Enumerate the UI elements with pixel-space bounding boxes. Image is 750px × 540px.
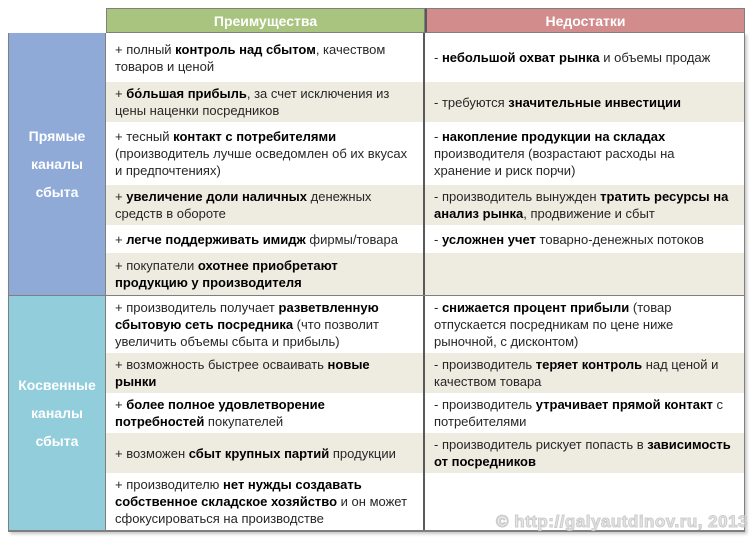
advantage-text: + производителю нет нужды создавать собственное складское хозяйство и он может сфокусироваться на производстве <box>115 477 408 526</box>
rows-indirect <box>106 296 744 530</box>
advantage-cell <box>106 185 425 225</box>
advantage-text: + тесный контакт с потребителями (производитель лучше осведомлен об их вкусах и предпочтениях) <box>115 129 408 178</box>
disadvantage-cell <box>425 82 744 122</box>
advantage-cell <box>106 33 425 82</box>
table-row <box>106 33 744 82</box>
advantage-text: + возможен сбыт крупных партий продукции <box>115 445 396 461</box>
row-header-indirect-channels: Косвенные каналы сбыта <box>9 296 106 530</box>
advantage-cell <box>106 353 425 393</box>
advantage-cell <box>106 393 425 433</box>
disadvantage-text: - производитель вынужден тратить ресурсы на анализ рынка, продвижение и сбыт <box>434 189 729 221</box>
advantage-cell <box>106 82 425 122</box>
column-header-disadvantages: Недостатки <box>425 8 745 33</box>
advantage-cell <box>106 122 425 185</box>
disadvantage-text: - производитель теряет контроль над ценой и качеством товара <box>434 357 719 389</box>
disadvantage-text: - производитель рискует попасть в зависимость от посредников <box>434 437 731 469</box>
disadvantage-text: - усложнен учет товарно-денежных потоков <box>434 231 704 247</box>
advantage-text: + более полное удовлетворение потребностей покупателей <box>115 397 325 429</box>
header-row <box>8 8 745 33</box>
table-row <box>106 353 744 393</box>
table-row <box>106 253 744 295</box>
advantage-text: + увеличение доли наличных денежных средств в обороте <box>115 189 372 221</box>
table-row <box>106 225 744 253</box>
advantage-cell <box>106 296 425 353</box>
advantage-cell <box>106 433 425 473</box>
disadvantage-cell <box>425 433 744 473</box>
disadvantage-text: - небольшой охват рынка и объемы продаж <box>434 50 711 65</box>
advantage-text: + легче поддерживать имидж фирмы/товара <box>115 231 398 247</box>
advantage-text: + бо́льшая прибыль, за счет исключения из цены наценки посредников <box>115 86 390 118</box>
disadvantage-cell <box>425 353 744 393</box>
table-row <box>106 185 744 225</box>
disadvantage-cell <box>425 185 744 225</box>
disadvantage-cell <box>425 253 744 295</box>
advantage-cell <box>106 225 425 253</box>
disadvantage-text: - требуются значительные инвестиции <box>434 94 681 110</box>
watermark: © http://galyautdinov.ru, 2013 <box>495 512 748 531</box>
table-row <box>106 296 744 353</box>
disadvantage-cell <box>425 296 744 353</box>
table-body <box>8 33 745 532</box>
section-indirect-channels <box>9 295 744 530</box>
disadvantage-text: - производитель утрачивает прямой контакт с потребителями <box>434 397 723 429</box>
table-row <box>106 82 744 122</box>
advantage-text: + покупатели охотнее приобретают продукцию у производителя <box>115 258 338 290</box>
disadvantage-cell <box>425 225 744 253</box>
table-row <box>106 433 744 473</box>
column-header-advantages: Преимущества <box>106 8 425 33</box>
disadvantage-text: - снижается процент прибыли (товар отпускается посредникам по цене ниже рыночной, с дисконтом) <box>434 300 674 349</box>
comparison-table <box>8 8 745 532</box>
advantage-cell <box>106 253 425 295</box>
disadvantage-cell <box>425 122 744 185</box>
advantage-cell <box>106 473 425 530</box>
disadvantage-cell <box>425 33 744 82</box>
advantage-text: + возможность быстрее осваивать новые рынки <box>115 357 370 389</box>
rows-direct <box>106 33 744 295</box>
table-row <box>106 122 744 185</box>
advantage-text: + производитель получает разветвленную сбытовую сеть посредника (что позволит увеличить объемы сбыта и прибыль) <box>115 300 380 349</box>
section-direct-channels <box>9 33 744 295</box>
table-row <box>106 393 744 433</box>
corner-cell <box>8 8 106 33</box>
disadvantage-cell <box>425 393 744 433</box>
advantage-text: + полный контроль над сбытом, качеством товаров и ценой <box>115 41 386 74</box>
disadvantage-text: - накопление продукции на складах производителя (возрастают расходы на хранение и риск порчи) <box>434 129 675 178</box>
row-header-direct-channels: Прямые каналы сбыта <box>9 33 106 295</box>
